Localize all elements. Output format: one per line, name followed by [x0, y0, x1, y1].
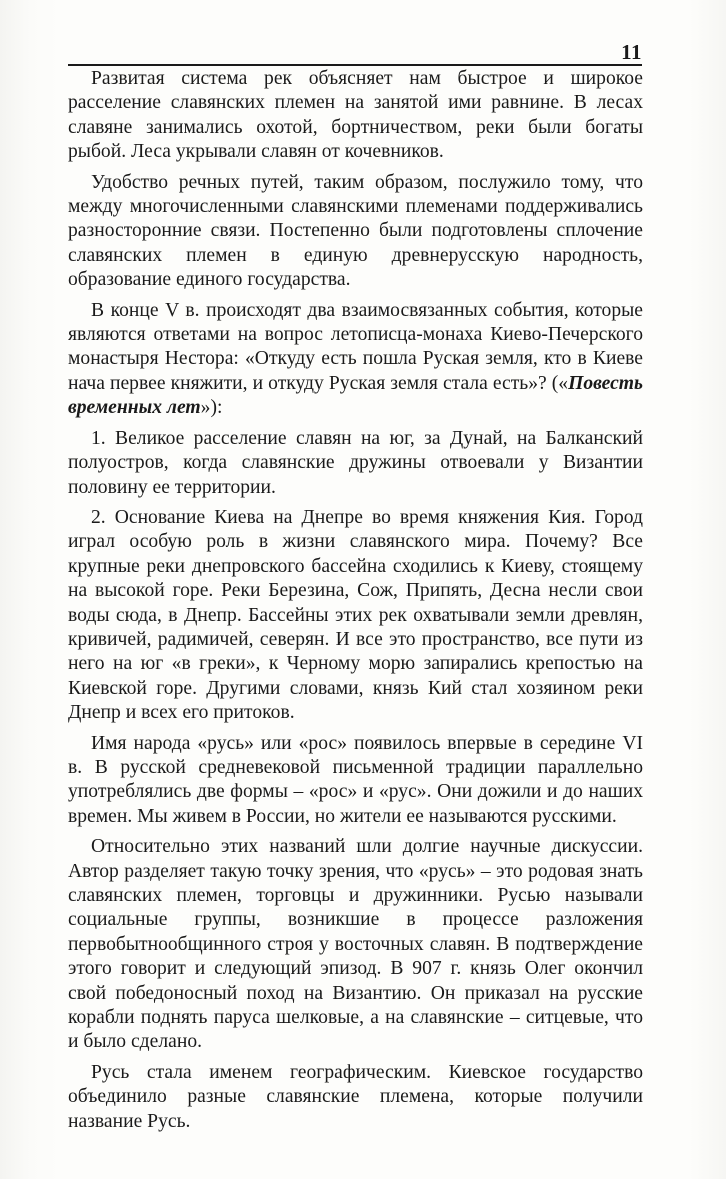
paragraph-rus-geographic: Русь стала именем географическим. Киевское государство объединило разные славянские племена, которые получили название Русь. [68, 1061, 643, 1132]
page-number: 11 [621, 40, 642, 64]
header-rule [68, 64, 642, 66]
paragraph-event-one: 1. Великое расселение славян на юг, за Дунай, на Балканский полуостров, когда славянские дружины отвоевали у Византии половину ее территории. [68, 427, 643, 498]
paragraph-river-routes: Удобство речных путей, таким образом, послужило тому, что между многочисленными славянскими племенами поддерживались разносторонние связи. Постепенно были подготовлены сплочение славянских племен в единую древнерусскую народность, образование единого государства. [68, 171, 643, 291]
text-body [68, 67, 643, 1140]
paragraph-event-two: 2. Основание Киева на Днепре во время княжения Кия. Город играл особую роль в жизни славянского мира. Почему? Все крупные реки днепровского бассейна сходились к Киеву, стоящему на высокой горе. Реки Березина, Сож, Припять, Десна несли свои воды сюда, в Днепр. Бассейны этих рек охватывали земли древлян, кривичей, радимичей, северян. И все это пространство, все пути из него на юг «в греки», к Черному морю запирались крепостью на Киевской горе. Другими словами, князь Кий стал хозяином реки Днепр и всех его притоков. [68, 506, 643, 724]
paragraph-two-events-end: »): [200, 397, 223, 419]
chronicle-title: Повесть временных лет [68, 372, 643, 419]
paragraph-name-rus: Имя народа «русь» или «рос» появилось впервые в середине VI в. В русской средневековой письменной традиции параллельно употреблялись две формы – «рос» и «рус». Они дожили и до наших времен. Мы живем в России, но жители ее называются русскими. [68, 732, 643, 827]
paragraph-discussions: Относительно этих названий шли долгие научные дискуссии. Автор разделяет такую точку зрения, что «русь» – это родовая знать славянских племен, торговцы и дружинники. Русью называли социальные группы, возникшие в процессе разложения первобытнообщинного строя у восточных славян. В подтверждение этого говорит и следующий эпизод. В 907 г. князь Олег окончил свой победоносный поход на Византию. Он приказал на русские корабли поднять паруса шелковые, а на славянские – ситцевые, что и было сделано. [68, 836, 643, 1053]
paragraph-river-system: Развитая система рек объясняет нам быстрое и широкое расселение славянских племен на занятой ими равнине. В лесах славяне занимались охотой, бортничеством, реки были богаты рыбой. Леса укрывали славян от кочевников. [68, 68, 643, 163]
paragraph-two-events-text: В конце V в. происходят два взаимосвязанных события, которые являются ответами на вопрос летописца-монаха Киево-Печерского монастыря Нестора: «Откуду есть пошла Руская земля, кто в Киеве нача первее княжити, и откуду Руская земля стала есть»? (« [68, 299, 643, 394]
paragraph-two-events [68, 299, 643, 421]
